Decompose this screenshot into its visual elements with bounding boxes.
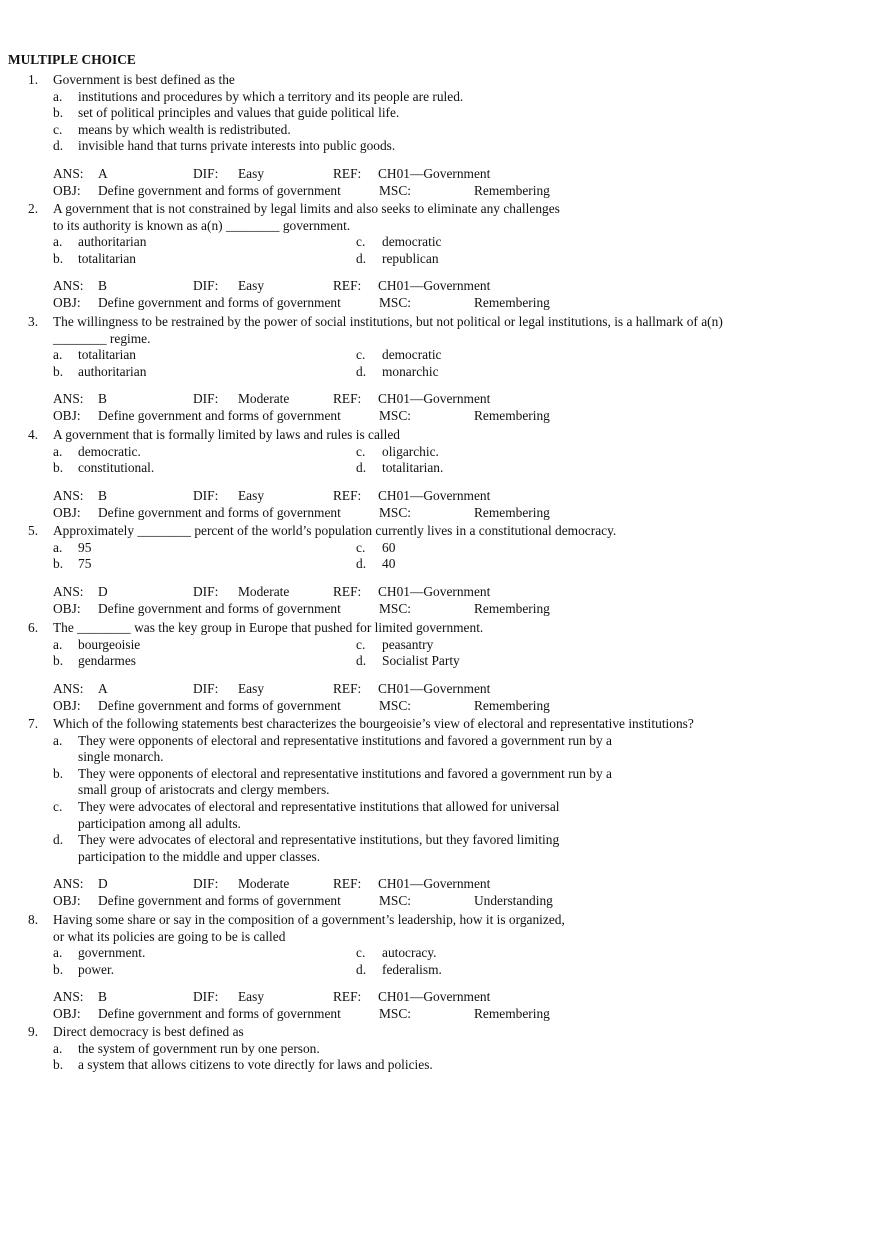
msc-value: Understanding [474, 893, 553, 909]
ref-value: CH01—Government [378, 680, 491, 696]
choice-letter: c. [356, 234, 366, 250]
ref-label: REF: [333, 391, 362, 407]
ans-value: B [98, 391, 107, 407]
choice-text: Socialist Party [382, 653, 460, 669]
choice-text: a system that allows citizens to vote directly for laws and policies. [78, 1057, 433, 1073]
objective-meta-row [0, 505, 880, 522]
ref-label: REF: [333, 278, 362, 294]
msc-label: MSC: [379, 295, 412, 311]
choice-letter: a. [53, 234, 63, 250]
choice-letter: b. [53, 363, 64, 379]
question-number: 6. [28, 620, 39, 635]
dif-value: Easy [238, 166, 265, 181]
ans-value: D [98, 583, 108, 599]
ans-value: D [98, 876, 108, 892]
ref-label: REF: [333, 989, 362, 1005]
choice-text: institutions and procedures by which a territory and its people are ruled. [78, 88, 464, 104]
ans-value: A [98, 680, 108, 696]
obj-label: OBJ: [53, 1006, 81, 1022]
choice-letter: b. [53, 105, 64, 121]
answer-meta-row [0, 278, 880, 295]
choice-text: totalitarian [78, 250, 137, 266]
choice-text: They were opponents of electoral and representative institutions and favored a government run by a [78, 765, 612, 781]
dif-label: DIF: [193, 583, 219, 599]
answer-meta-row [0, 488, 880, 505]
question-stem-line: Which of the following statements best characterizes the bourgeoisie’s view of electoral and representative institutions? [53, 716, 694, 731]
choice-text: bourgeoisie [78, 636, 141, 652]
dif-label: DIF: [193, 487, 219, 503]
question-stem-line: Government is best defined as the [53, 72, 235, 87]
choice-text: means by which wealth is redistributed. [78, 121, 291, 137]
choice-text: single monarch. [78, 749, 164, 765]
ans-value: B [98, 989, 107, 1005]
choice-letter: d. [356, 250, 367, 266]
ref-label: REF: [333, 876, 362, 892]
answer-meta-row [0, 681, 880, 698]
obj-value: Define government and forms of government [98, 183, 341, 198]
choice-letter: d. [53, 832, 64, 848]
ref-value: CH01—Government [378, 391, 491, 407]
choice-letter: c. [356, 945, 366, 961]
choice-letter: a. [53, 539, 63, 555]
ref-value: CH01—Government [378, 583, 491, 599]
obj-label: OBJ: [53, 183, 81, 198]
dif-label: DIF: [193, 391, 219, 407]
ans-label: ANS: [53, 391, 84, 407]
choice-letter: d. [356, 363, 367, 379]
choice-text: monarchic [382, 363, 439, 379]
choice-text: 95 [78, 539, 92, 555]
choice-text: authoritarian [78, 363, 147, 379]
obj-label: OBJ: [53, 697, 81, 713]
choice-text: They were opponents of electoral and representative institutions and favored a government run by a [78, 732, 612, 748]
ans-label: ANS: [53, 680, 84, 696]
answer-meta-row [0, 391, 880, 408]
msc-value: Remembering [474, 183, 550, 198]
choice-text: democratic [382, 347, 442, 363]
choice-text: totalitarian. [382, 460, 444, 476]
obj-value: Define government and forms of government [98, 893, 341, 909]
dif-label: DIF: [193, 166, 219, 181]
ref-label: REF: [333, 583, 362, 599]
obj-label: OBJ: [53, 295, 81, 311]
question-stem-line: A government that is formally limited by laws and rules is called [53, 427, 400, 442]
dif-value: Moderate [238, 876, 290, 892]
dif-value: Easy [238, 989, 265, 1005]
section-heading: MULTIPLE CHOICE [8, 52, 136, 67]
choice-letter: b. [53, 1057, 64, 1073]
choice-letter: d. [356, 556, 367, 572]
choice-letter: b. [53, 556, 64, 572]
choice-letter: a. [53, 945, 63, 961]
ans-label: ANS: [53, 989, 84, 1005]
question-number: 7. [28, 716, 39, 731]
msc-value: Remembering [474, 697, 550, 713]
msc-label: MSC: [379, 1006, 412, 1022]
choice-text: 60 [382, 539, 396, 555]
choice-text: government. [78, 945, 146, 961]
dif-label: DIF: [193, 680, 219, 696]
choice-letter: b. [53, 961, 64, 977]
choice-letter: a. [53, 636, 63, 652]
question-number: 9. [28, 1024, 39, 1039]
question-number: 8. [28, 912, 39, 927]
choice-text: constitutional. [78, 460, 155, 476]
msc-label: MSC: [379, 697, 412, 713]
question-number: 2. [28, 201, 39, 216]
objective-meta-row [0, 893, 880, 910]
choice-text: oligarchic. [382, 443, 439, 459]
question-number: 4. [28, 427, 39, 442]
question-stem-line: The willingness to be restrained by the power of social institutions, but not political or legal institutions, is a hallmark of a(n) [53, 314, 723, 329]
ans-value: B [98, 487, 107, 503]
ans-label: ANS: [53, 278, 84, 294]
choice-letter: c. [356, 636, 366, 652]
dif-value: Easy [238, 680, 265, 696]
choice-text: gendarmes [78, 653, 137, 669]
ref-value: CH01—Government [378, 166, 491, 181]
ref-label: REF: [333, 166, 362, 181]
choice-letter: b. [53, 653, 64, 669]
choice-text: participation to the middle and upper classes. [78, 848, 321, 864]
objective-meta-row [0, 698, 880, 715]
question-stem-line: Having some share or say in the composition of a government’s leadership, how it is organized, [53, 912, 565, 927]
obj-value: Define government and forms of government [98, 295, 341, 311]
question-stem-line: to its authority is known as a(n) ________ government. [53, 217, 351, 233]
question-stem-line: Approximately ________ percent of the world’s population currently lives in a constitutional democracy. [53, 523, 617, 538]
choice-text: small group of aristocrats and clergy members. [78, 782, 330, 798]
question-number: 3. [28, 314, 39, 329]
question-stem-line: Direct democracy is best defined as [53, 1024, 244, 1039]
question-stem-line: or what its policies are going to be is called [53, 928, 286, 944]
answer-meta-row [0, 989, 880, 1006]
msc-value: Remembering [474, 600, 550, 616]
choice-letter: a. [53, 1040, 63, 1056]
question-stem-line: The ________ was the key group in Europe that pushed for limited government. [53, 620, 484, 635]
ref-value: CH01—Government [378, 989, 491, 1005]
dif-label: DIF: [193, 989, 219, 1005]
msc-label: MSC: [379, 504, 412, 520]
choice-letter: c. [356, 443, 366, 459]
objective-meta-row [0, 295, 880, 312]
ref-label: REF: [333, 680, 362, 696]
choice-letter: a. [53, 347, 63, 363]
choice-letter: d. [356, 961, 367, 977]
ref-value: CH01—Government [378, 278, 491, 294]
choice-text: invisible hand that turns private interests into public goods. [78, 138, 396, 154]
msc-label: MSC: [379, 183, 412, 198]
answer-meta-row [0, 876, 880, 893]
msc-value: Remembering [474, 295, 550, 311]
question-number: 1. [28, 72, 39, 87]
obj-value: Define government and forms of government [98, 504, 341, 520]
choice-text: set of political principles and values that guide political life. [78, 105, 400, 121]
msc-value: Remembering [474, 504, 550, 520]
msc-value: Remembering [474, 408, 550, 424]
choice-text: republican [382, 250, 439, 266]
choice-letter: a. [53, 732, 63, 748]
choice-text: 40 [382, 556, 396, 572]
question-stem-line: A government that is not constrained by legal limits and also seeks to eliminate any challenges [53, 201, 560, 216]
question-number: 5. [28, 523, 39, 538]
choice-text: autocracy. [382, 945, 437, 961]
ans-value: B [98, 278, 107, 294]
dif-value: Easy [238, 487, 265, 503]
choice-text: They were advocates of electoral and representative institutions, but they favored limiting [78, 832, 560, 848]
choice-text: authoritarian [78, 234, 147, 250]
choice-text: peasantry [382, 636, 434, 652]
choice-letter: d. [53, 138, 64, 154]
obj-label: OBJ: [53, 600, 81, 616]
obj-value: Define government and forms of government [98, 408, 341, 424]
objective-meta-row [0, 1006, 880, 1023]
msc-value: Remembering [474, 1006, 550, 1022]
msc-label: MSC: [379, 408, 412, 424]
answer-meta-row [0, 584, 880, 601]
choice-text: democratic. [78, 443, 141, 459]
choice-letter: c. [53, 799, 63, 814]
choice-text: They were advocates of electoral and representative institutions that allowed for universal [78, 799, 560, 814]
obj-value: Define government and forms of government [98, 697, 341, 713]
obj-label: OBJ: [53, 504, 81, 520]
choice-letter: a. [53, 443, 63, 459]
choice-letter: c. [53, 121, 63, 137]
choice-text: 75 [78, 556, 92, 572]
answer-meta-row [0, 166, 880, 183]
choice-letter: a. [53, 88, 63, 104]
choice-letter: c. [356, 347, 366, 363]
obj-value: Define government and forms of government [98, 600, 341, 616]
msc-label: MSC: [379, 600, 412, 616]
choice-text: federalism. [382, 961, 442, 977]
choice-text: power. [78, 961, 115, 977]
choice-text: participation among all adults. [78, 815, 241, 831]
obj-label: OBJ: [53, 893, 81, 909]
choice-letter: b. [53, 765, 64, 781]
objective-meta-row [0, 183, 880, 200]
choice-letter: d. [356, 653, 367, 669]
ans-label: ANS: [53, 166, 84, 181]
ref-value: CH01—Government [378, 876, 491, 892]
dif-value: Easy [238, 278, 265, 294]
choice-letter: b. [53, 250, 64, 266]
ans-label: ANS: [53, 487, 84, 503]
msc-label: MSC: [379, 893, 412, 909]
dif-label: DIF: [193, 876, 219, 892]
ans-label: ANS: [53, 583, 84, 599]
choice-text: totalitarian [78, 347, 137, 363]
obj-label: OBJ: [53, 408, 81, 424]
obj-value: Define government and forms of government [98, 1006, 341, 1022]
choice-letter: d. [356, 460, 367, 476]
choice-letter: c. [356, 539, 366, 555]
question-stem-line: ________ regime. [53, 330, 151, 346]
ans-label: ANS: [53, 876, 84, 892]
dif-value: Moderate [238, 391, 290, 407]
ans-value: A [98, 166, 108, 181]
dif-value: Moderate [238, 583, 290, 599]
choice-letter: b. [53, 460, 64, 476]
objective-meta-row [0, 408, 880, 425]
ref-label: REF: [333, 487, 362, 503]
dif-label: DIF: [193, 278, 219, 294]
objective-meta-row [0, 601, 880, 618]
choice-text: the system of government run by one person. [78, 1040, 320, 1056]
ref-value: CH01—Government [378, 487, 491, 503]
choice-text: democratic [382, 234, 442, 250]
